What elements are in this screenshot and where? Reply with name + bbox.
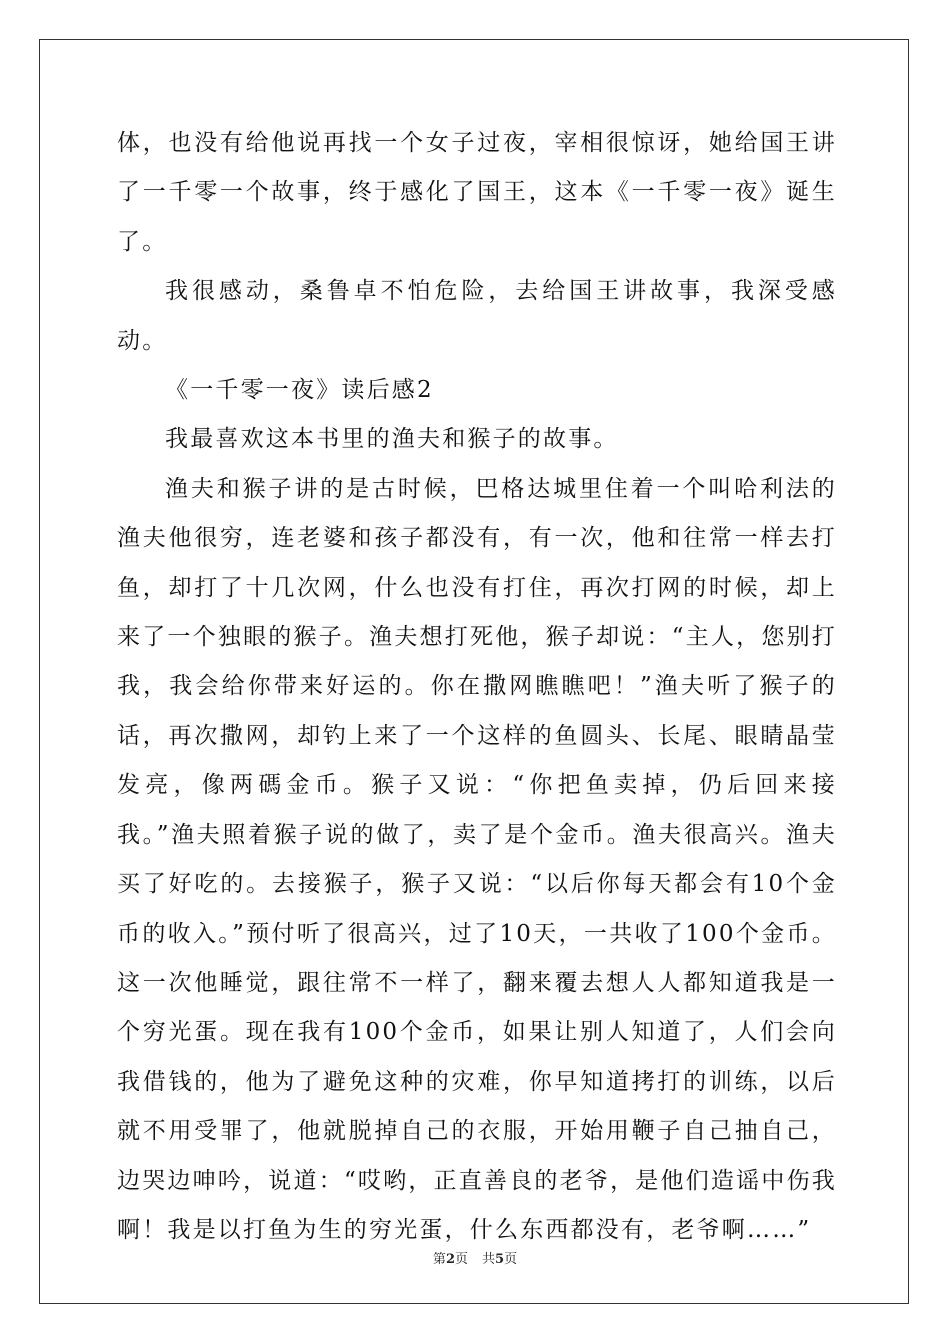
paragraph-story: 渔夫和猴子讲的是古时候，巴格达城里住着一个叫哈利法的渔夫他很穷，连老婆和孩子都没有，有一次，他和往常一样去打鱼，却打了十几次网，什么也没有打住，再次打网的时候，却上来了一个独眼的猴子。渔夫想打死他，猴子却说：“主人，您别打我，我会给你带来好运的。你在撒网瞧瞧吧！”渔夫听了猴子的话，再次撒网，却钓上来了一个这样的鱼圆头、长尾、眼睛晶莹发亮，像两碼金币。猴子又说：“你把鱼卖掉，仍后回来接我。”渔夫照着猴子说的做了，卖了是个金币。渔夫很高兴。渔夫买了好吃的。去接猴子，猴子又说：“以后你每天都会有10个金币的收入。”预付听了很高兴，过了10天，一共收了100个金币。这一次他睡觉，跟往常不一样了，翻来覆去想人人都知道我是一个穷光蛋。现在我有100个金币，如果让别人知道了，人们会向我借钱的，他为了避免这种的灾难，你早知道拷打的训练，以后就不用受罪了，他就脱掉自己的衣服，开始用鞭子自己抽自己，边哭边呻吟，说道：“哎哟，正直善良的老爷，是他们造谣中伤我啊！我是以打鱼为生的穷光蛋，什么东西都没有，老爷啊……” <box>117 475 837 1243</box>
document-body <box>117 119 837 1255</box>
total-prefix: 共 <box>482 1252 496 1267</box>
paragraph-intro: 我最喜欢这本书里的渔夫和猴子的故事。 <box>165 426 619 453</box>
page-prefix: 第 <box>432 1252 446 1267</box>
page-footer <box>0 1248 950 1267</box>
page-current: 2 <box>445 1252 455 1267</box>
page-total: 5 <box>495 1252 505 1267</box>
section-heading: 《一千零一夜》读后感2 <box>165 377 434 404</box>
total-suffix: 页 <box>504 1252 518 1267</box>
paragraph-continued: 体，也没有给他说再找一个女子过夜，宰相很惊讶，她给国王讲了一千零一个故事，终于感化了国王，这本《一千零一夜》诞生了。 <box>117 130 837 255</box>
paragraph-feeling: 我很感动，桑鲁卓不怕危险，去给国王讲故事，我深受感动。 <box>117 278 837 354</box>
page-suffix: 页 <box>454 1252 468 1267</box>
